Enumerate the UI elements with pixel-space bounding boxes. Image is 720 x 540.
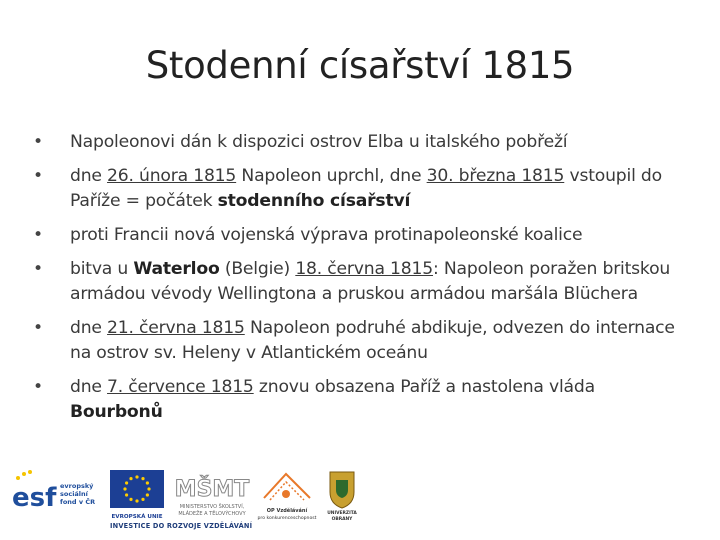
msmt-logo-subtext: MINISTERSTVO ŠKOLSTVÍ, xyxy=(179,504,245,510)
eu-star-icon xyxy=(146,493,149,496)
date-text: 7. července 1815 xyxy=(107,377,254,397)
bullet-item xyxy=(32,375,692,425)
eu-star-icon xyxy=(129,477,132,480)
bullet-dot: • xyxy=(33,225,43,245)
emphasis-text: Waterloo xyxy=(133,259,220,279)
op-logo xyxy=(256,468,318,522)
esf-logo xyxy=(10,468,100,522)
university-logo-label: OBRANY xyxy=(331,517,353,522)
date-text: 18. června 1815 xyxy=(295,259,434,279)
university-logo xyxy=(322,468,362,522)
bullet-item xyxy=(32,164,692,214)
date-text: 21. června 1815 xyxy=(107,318,245,338)
eu-star-icon xyxy=(125,481,128,484)
bullet-text: dne xyxy=(70,318,108,338)
bullet-text: : Napoleon poražen britskou armádou vévody Wellingtona a pruskou armádou maršála Blüchera xyxy=(70,259,671,304)
bullet-text: proti Francii nová vojenská výprava protinapoleonské koalice xyxy=(70,225,583,245)
bullet-text: dne xyxy=(70,166,108,186)
bullet-list xyxy=(32,130,692,434)
university-logo-label: UNIVERZITA xyxy=(327,511,357,516)
eu-logo-label: EVROPSKÁ UNIE xyxy=(111,514,163,520)
bullet-item xyxy=(32,130,692,155)
bullet-text: Napoleon uprchl, dne xyxy=(236,166,427,186)
esf-logo-subtext: sociální xyxy=(60,490,88,498)
msmt-logo-text: MŠMT xyxy=(174,477,250,502)
date-text: 26. února 1815 xyxy=(107,166,237,186)
bullet-text: vstoupil do Paříže = počátek xyxy=(70,166,662,211)
date-text: 30. března 1815 xyxy=(426,166,565,186)
emphasis-text: stodenního císařství xyxy=(217,191,411,211)
bullet-text: znovu obsazena Paříž a nastolena vláda xyxy=(253,377,595,397)
eu-star-icon xyxy=(125,493,128,496)
esf-logo-subtext: fond v ČR xyxy=(60,498,96,506)
op-logo-label: pro konkurenceschopnost xyxy=(257,516,317,521)
bullet-dot: • xyxy=(33,166,43,186)
slide-title: Stodenní císařství 1815 xyxy=(145,44,575,87)
bullet-text: (Belgie) xyxy=(219,259,296,279)
eu-star-icon xyxy=(146,481,149,484)
esf-logo-text: esf xyxy=(12,483,57,513)
bullet-item xyxy=(32,223,692,248)
eu-star-icon xyxy=(147,487,150,490)
op-arrow-icon xyxy=(264,474,310,500)
msmt-logo xyxy=(174,466,250,522)
eu-flag-logo xyxy=(106,468,168,522)
op-logo-label: OP Vzdělávání xyxy=(266,508,308,514)
eu-star-icon xyxy=(123,487,126,490)
investment-tagline: INVESTICE DO ROZVOJE VZDĚLÁVÁNÍ xyxy=(110,522,253,530)
crest-icon xyxy=(330,472,354,508)
logo-strip xyxy=(0,464,366,540)
esf-logo-subtext: evropský xyxy=(60,482,94,490)
bullet-dot: • xyxy=(33,377,43,397)
eu-star-icon xyxy=(141,477,144,480)
bullet-text: Napoleonovi dán k dispozici ostrov Elba u italského pobřeží xyxy=(70,132,568,152)
eu-star-icon xyxy=(129,498,132,501)
emphasis-text: Bourbonů xyxy=(70,402,163,422)
esf-stars-icon xyxy=(16,470,32,480)
bullet-dot: • xyxy=(33,259,43,279)
eu-star-icon xyxy=(141,498,144,501)
eu-star-icon xyxy=(135,475,138,478)
bullet-dot: • xyxy=(33,318,43,338)
bullet-text: Napoleon podruhé abdikuje, odvezen do internace na ostrov sv. Heleny v Atlantickém oceánu xyxy=(70,318,675,363)
bullet-dot: • xyxy=(33,132,43,152)
msmt-logo-subtext: MLÁDEŽE A TĚLOVÝCHOVY xyxy=(178,511,246,517)
bullet-text: bitva u xyxy=(70,259,134,279)
bullet-text: dne xyxy=(70,377,108,397)
bullet-item xyxy=(32,257,692,307)
bullet-item xyxy=(32,316,692,366)
eu-star-icon xyxy=(135,499,138,502)
